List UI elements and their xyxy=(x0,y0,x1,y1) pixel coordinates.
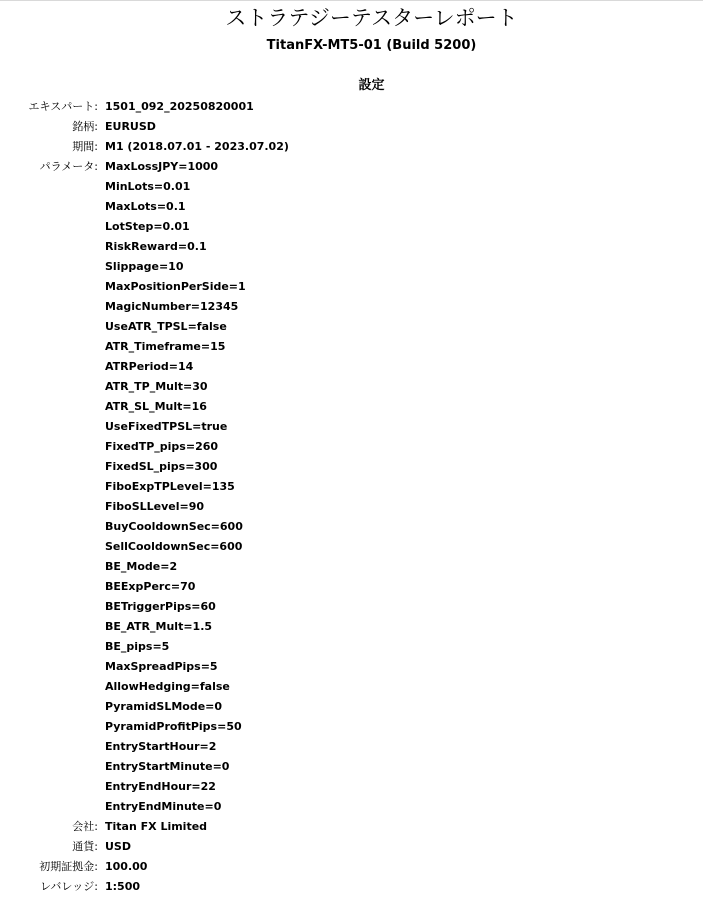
parameter-row xyxy=(0,717,703,737)
report-title: ストラテジーテスターレポート xyxy=(225,6,518,30)
parameter-row xyxy=(0,297,703,317)
parameter-row xyxy=(0,357,703,377)
parameter-row xyxy=(0,757,703,777)
parameter-row xyxy=(0,497,703,517)
parameter-value: AllowHedging=false xyxy=(105,680,230,693)
initial-deposit-value: 100.00 xyxy=(105,860,148,873)
parameter-value: EntryEndMinute=0 xyxy=(105,800,222,813)
parameter-value: MaxSpreadPips=5 xyxy=(105,660,218,673)
parameter-row xyxy=(0,237,703,257)
parameter-value: ATR_SL_Mult=16 xyxy=(105,400,207,413)
parameter-value: BE_Mode=2 xyxy=(105,560,178,573)
company-label: 会社: xyxy=(72,820,98,833)
parameter-row xyxy=(0,197,703,217)
parameter-value: SellCooldownSec=600 xyxy=(105,540,243,553)
parameter-value: PyramidProfitPips=50 xyxy=(105,720,242,733)
parameter-value: BETriggerPips=60 xyxy=(105,600,216,613)
parameter-row xyxy=(0,797,703,817)
parameter-value: EntryStartHour=2 xyxy=(105,740,217,753)
parameter-value: ATR_Timeframe=15 xyxy=(105,340,226,353)
parameter-row xyxy=(0,157,703,177)
parameter-value: ATR_TP_Mult=30 xyxy=(105,380,208,393)
settings-table xyxy=(0,97,703,897)
initial-deposit-label: 初期証拠金: xyxy=(39,860,98,873)
report-subtitle: TitanFX-MT5-01 (Build 5200) xyxy=(266,38,477,53)
currency-label: 通貨: xyxy=(72,840,98,853)
parameter-value: BuyCooldownSec=600 xyxy=(105,520,243,533)
parameter-value: MaxLossJPY=1000 xyxy=(105,160,219,173)
parameter-row xyxy=(0,557,703,577)
parameter-row xyxy=(0,677,703,697)
parameter-value: UseFixedTPSL=true xyxy=(105,420,228,433)
symbol-row xyxy=(0,117,703,137)
parameter-row xyxy=(0,577,703,597)
period-row xyxy=(0,137,703,157)
company-row xyxy=(0,817,703,837)
parameter-row xyxy=(0,417,703,437)
parameter-row xyxy=(0,517,703,537)
parameter-value: BE_pips=5 xyxy=(105,640,170,653)
period-label: 期間: xyxy=(72,140,98,153)
parameter-row xyxy=(0,777,703,797)
parameter-row xyxy=(0,377,703,397)
parameter-row xyxy=(0,477,703,497)
top-border-line xyxy=(0,0,703,1)
parameter-value: MinLots=0.01 xyxy=(105,180,191,193)
parameter-row xyxy=(0,397,703,417)
currency-row xyxy=(0,837,703,857)
parameter-row xyxy=(0,537,703,557)
parameter-row xyxy=(0,257,703,277)
parameter-row xyxy=(0,637,703,657)
parameter-value: RiskReward=0.1 xyxy=(105,240,207,253)
parameter-value: BEExpPerc=70 xyxy=(105,580,196,593)
parameter-row xyxy=(0,697,703,717)
parameter-value: FiboExpTPLevel=135 xyxy=(105,480,235,493)
expert-value: 1501_092_20250820001 xyxy=(105,100,254,113)
parameter-value: FiboSLLevel=90 xyxy=(105,500,205,513)
company-value: Titan FX Limited xyxy=(105,820,208,833)
parameter-row xyxy=(0,597,703,617)
parameter-value: MaxLots=0.1 xyxy=(105,200,186,213)
parameter-value: EntryStartMinute=0 xyxy=(105,760,230,773)
symbol-value: EURUSD xyxy=(105,120,156,133)
parameter-row xyxy=(0,657,703,677)
parameter-value: FixedSL_pips=300 xyxy=(105,460,218,473)
parameter-row xyxy=(0,617,703,637)
symbol-label: 銘柄: xyxy=(72,120,98,133)
parameter-value: Slippage=10 xyxy=(105,260,184,273)
parameter-row xyxy=(0,457,703,477)
parameter-row xyxy=(0,317,703,337)
parameter-row xyxy=(0,337,703,357)
currency-value: USD xyxy=(105,840,131,853)
parameter-value: FixedTP_pips=260 xyxy=(105,440,219,453)
parameter-row xyxy=(0,277,703,297)
expert-row xyxy=(0,97,703,117)
parameter-value: MagicNumber=12345 xyxy=(105,300,239,313)
parameter-value: ATRPeriod=14 xyxy=(105,360,194,373)
period-value: M1 (2018.07.01 - 2023.07.02) xyxy=(105,140,289,153)
parameter-value: LotStep=0.01 xyxy=(105,220,190,233)
parameter-value: MaxPositionPerSide=1 xyxy=(105,280,246,293)
parameter-value: BE_ATR_Mult=1.5 xyxy=(105,620,213,633)
settings-heading: 設定 xyxy=(358,78,385,93)
parameter-value: UseATR_TPSL=false xyxy=(105,320,227,333)
parameter-row xyxy=(0,217,703,237)
parameter-value: EntryEndHour=22 xyxy=(105,780,216,793)
leverage-label: レバレッジ: xyxy=(40,880,98,893)
parameter-value: PyramidSLMode=0 xyxy=(105,700,223,713)
leverage-row xyxy=(0,877,703,897)
parameter-row xyxy=(0,177,703,197)
parameters-label: パラメータ: xyxy=(39,160,98,173)
parameter-row xyxy=(0,737,703,757)
expert-label: エキスパート: xyxy=(28,100,98,113)
initial-deposit-row xyxy=(0,857,703,877)
parameter-row xyxy=(0,437,703,457)
leverage-value: 1:500 xyxy=(105,880,141,893)
